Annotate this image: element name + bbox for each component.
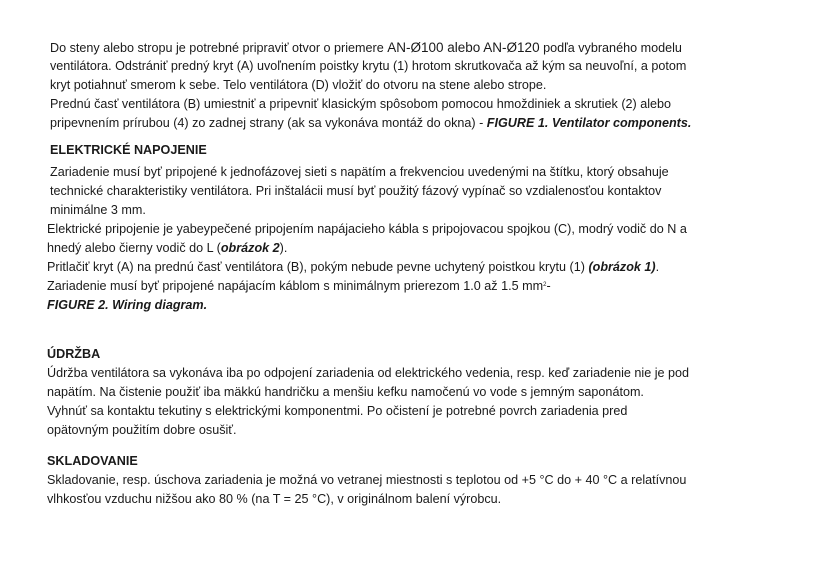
intro-line-3: kryt potiahnuť smerom k sebe. Telo ventilátora (D) vložiť do otvoru na stene alebo strope.: [50, 78, 547, 92]
superscript-2: 2: [543, 282, 547, 288]
figure-1-caption: FIGURE 1. Ventilator components.: [486, 116, 692, 130]
figure-2-ref: obrázok 2: [220, 241, 280, 255]
storage-line-1: Skladovanie, resp. úschova zariadenia je možná vo vetranej miestnosti s teplotou od +5 °C do + 40 °C a relatívnou: [47, 473, 687, 487]
electrical-line-5-text: hnedý alebo čierny vodič do L (: [47, 241, 221, 255]
figure-1-ref: (obrázok 1): [588, 260, 656, 274]
maintenance-line-2: napätím. Na čistenie použiť iba mäkkú handričku a menšiu kefku namočenú vo vode s jemným saponátom.: [47, 385, 644, 399]
maintenance-heading: ÚDRŽBA: [47, 347, 101, 361]
electrical-line-6-end: .: [655, 260, 660, 274]
model-diameters: AN-Ø100 alebo AN-Ø120: [387, 40, 540, 55]
intro-line-1-text: Do steny alebo stropu je potrebné pripraviť otvor o priemere: [50, 41, 388, 55]
maintenance-line-3: Vyhnúť sa kontaktu tekutiny s elektrickými komponentmi. Po očistení je potrebné povrch zariadenia pred: [47, 404, 628, 418]
electrical-line-2: technické charakteristiky ventilátora. Pri inštalácii musí byť použitý fázový vypínač so vzdialenosťou kontaktov: [50, 184, 662, 198]
maintenance-line-4: opätovným použitím dobre osušiť.: [47, 423, 237, 437]
electrical-line-7-text: Zariadenie musí byť pripojené napájacím káblom s minimálnym prierezom 1.0 až 1.5 mm: [47, 279, 544, 293]
electrical-line-6: [47, 259, 659, 276]
intro-line-5: [50, 115, 691, 132]
intro-line-2: ventilátora. Odstrániť predný kryt (A) uvoľnením poistky krytu (1) hrotom skrutkovača až kým sa neuvoľní, a potom: [50, 59, 687, 73]
electrical-line-5: [47, 240, 287, 257]
electrical-line-7: [47, 278, 551, 295]
intro-line-1: [50, 39, 682, 57]
electrical-heading: ELEKTRICKÉ NAPOJENIE: [50, 143, 207, 157]
figure-2-caption: FIGURE 2. Wiring diagram.: [47, 298, 208, 312]
intro-line-1-end: podľa vybraného modelu: [539, 41, 682, 55]
intro-line-5-text: pripevnením prírubou (4) zo zadnej strany (ak sa vykonáva montáž do okna) -: [50, 116, 487, 130]
electrical-line-3: minimálne 3 mm.: [50, 203, 146, 217]
electrical-line-6-text: Pritlačiť kryt (A) na prednú časť ventilátora (B), pokým nebude pevne uchytený poistkou krytu (1): [47, 260, 589, 274]
electrical-line-4: Elektrické pripojenie je yabeypečené pripojením napájacieho kábla s pripojovacou spojkou (C), modrý vodič do N a: [47, 222, 687, 236]
electrical-line-5-end: ).: [279, 241, 288, 255]
storage-line-2: vlhkosťou vzduchu nižšou ako 80 % (na T = 25 °C), v originálnom balení výrobcu.: [47, 492, 502, 506]
maintenance-line-1: Údržba ventilátora sa vykonáva iba po odpojení zariadenia od elektrického vedenia, resp. keď zariadenie nie je pod: [47, 366, 690, 380]
storage-heading: SKLADOVANIE: [47, 454, 138, 468]
electrical-line-7-end: -: [546, 279, 551, 293]
electrical-line-1: Zariadenie musí byť pripojené k jednofázovej sieti s napätím a frekvenciou uvedenými na štítku, ktorý obsahuje: [50, 165, 669, 179]
intro-line-4: Prednú časť ventilátora (B) umiestniť a pripevniť klasickým spôsobom pomocou hmoždiniek a skrutiek (2) alebo: [50, 97, 672, 111]
